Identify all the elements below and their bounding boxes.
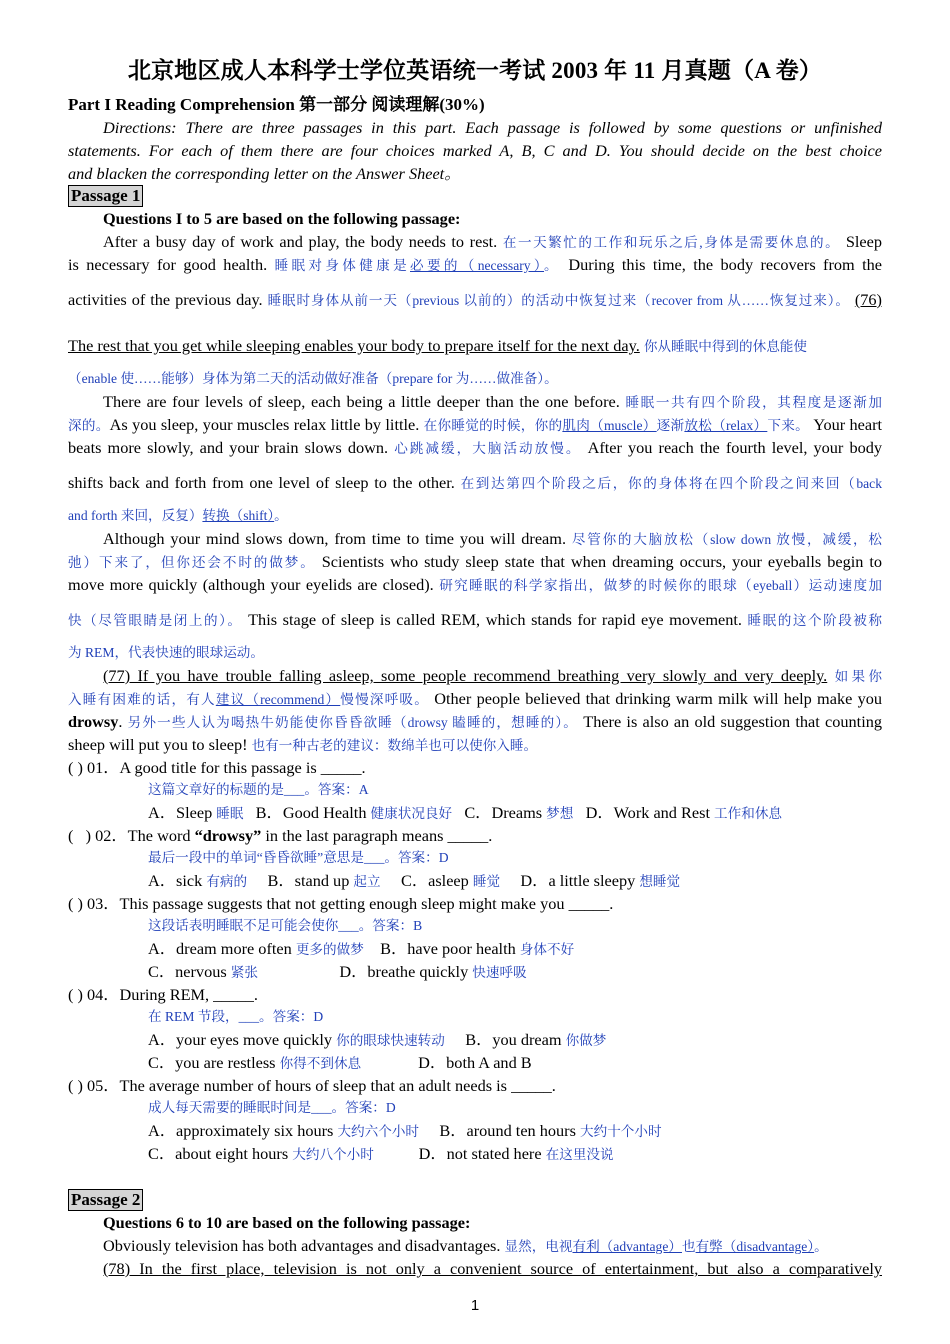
en-text: is necessary for good health.: [68, 255, 268, 274]
cn-translation: 大约十个小时: [580, 1124, 662, 1139]
option-c[interactable]: C．you are restless: [148, 1053, 280, 1072]
cn-translation: 你得不到休息: [279, 1056, 362, 1071]
passage-2-label: Passage 2: [68, 1189, 143, 1211]
cn-translation: 身体不好: [519, 942, 575, 957]
directions-line-1: Directions: There are three passages in this part. Each passage is followed by some questions or unfinished: [103, 118, 882, 137]
en-text: Although your mind slows down, from time to time you will dream.: [103, 529, 567, 548]
question-05-stem: ( ) 05．The average number of hours of sleep that an adult needs is _____.: [68, 1076, 556, 1095]
p2-line-5: [68, 505, 882, 526]
question-02-options: [68, 871, 882, 892]
cn-underlined: 必要的（necessary）: [410, 258, 545, 273]
cn-underlined: 肌肉（muscle）: [562, 418, 657, 433]
cn-translation: 更多的做梦: [295, 942, 364, 957]
cn-translation: 尽管你的大脑放松（slow down 放慢，减缓，松: [571, 532, 883, 547]
option-d[interactable]: D．a little sleepy: [500, 871, 640, 890]
en-text: There is also an old suggestion that counting: [583, 712, 882, 731]
cn-translation: 另外一些人认为喝热牛奶能使你昏昏欲睡（drowsy 瞌睡的，想睡的）。: [127, 715, 579, 730]
option-c[interactable]: C．asleep: [380, 871, 473, 890]
passage-1-label: Passage 1: [68, 185, 143, 207]
cn-translation: 也: [681, 1239, 696, 1254]
cn-underlined: 有弊（disadvantage）: [695, 1239, 815, 1254]
translation-sentence-77: (77) If you have trouble falling asleep, some people recommend breathing very slowly and very deeply.: [103, 666, 828, 685]
p2-line-4: [68, 473, 882, 494]
p4-line-1: [68, 666, 882, 687]
cn-translation: 有病的: [206, 874, 248, 889]
en-text: Your heart: [813, 415, 883, 434]
question-number-76: (76): [854, 290, 882, 309]
page-number: 1: [470, 1297, 480, 1314]
option-b[interactable]: B．you dream: [444, 1030, 566, 1049]
en-text: beats more slowly, and your brain slows down.: [68, 438, 389, 457]
p4-line-3: [68, 712, 882, 733]
option-c[interactable]: C．nervous: [148, 962, 231, 981]
question-03-options-row-1: [68, 939, 882, 960]
cn-translation: 在一天繁忙的工作和玩乐之后,身体是需要休息的。: [502, 235, 841, 250]
en-bold-word: drowsy: [68, 712, 119, 731]
cn-translation: 。: [814, 1239, 828, 1254]
cn-translation: 逐渐: [656, 418, 685, 433]
question-04-cn: 在 REM 节段，___。答案：D: [148, 1009, 324, 1024]
cn-translation: 你从睡眠中得到的休息能使: [643, 339, 807, 354]
question-05-options-row-1: [68, 1121, 882, 1142]
question-04-options-row-2: [68, 1053, 882, 1074]
p1-line-4: [68, 336, 882, 357]
translation-sentence-78: (78) In the first place, television is not only a convenient source of entertainment, but also a comparatively: [103, 1259, 882, 1278]
cn-translation: 睡眠对身体健康是: [274, 258, 411, 273]
passage-1-intro: Questions I to 5 are based on the following passage:: [103, 209, 461, 228]
option-a[interactable]: A．dream more often: [148, 939, 296, 958]
cn-translation: 在这里没说: [545, 1147, 614, 1162]
passage-2-label-row: [68, 1189, 882, 1211]
en-text: Sleep: [845, 232, 882, 251]
cn-translation: 睡眠一共有四个阶段，其程度是逐渐加: [625, 395, 883, 410]
p3-line-3: [68, 575, 882, 596]
en-text: During this time, the body recovers from the: [568, 255, 882, 274]
question-05-options-row-2: [68, 1144, 882, 1165]
cn-translation: 紧张: [230, 965, 258, 980]
translation-sentence-76: The rest that you get while sleeping enables your body to prepare itself for the next day.: [68, 336, 640, 355]
p1-line-1: [68, 232, 882, 253]
cn-underlined: 放松（relax）: [684, 418, 768, 433]
en-text: After you reach the fourth level, your body: [587, 438, 883, 457]
option-b[interactable]: B．around ten hours: [419, 1121, 581, 1140]
cn-translation: 如果你: [834, 669, 882, 684]
en-text: activities of the previous day.: [68, 290, 263, 309]
cn-translation: 深的。: [68, 418, 110, 433]
en-text: move more quickly (although your eyelids are closed).: [68, 575, 434, 594]
p4-line-2: [68, 689, 882, 710]
cn-translation: 工作和休息: [714, 806, 783, 821]
option-b[interactable]: B．Good Health: [243, 803, 371, 822]
cn-underlined: 转换（shift）: [202, 508, 275, 523]
option-d[interactable]: D．both A and B: [361, 1053, 532, 1072]
cn-translation: 下来。: [767, 418, 809, 433]
question-03-stem: ( ) 03．This passage suggests that not getting enough sleep might make you _____.: [68, 894, 614, 913]
en-text: There are four levels of sleep, each being a little deeper than the one before.: [103, 392, 620, 411]
cn-translation: 弛）下来了，但你还会不时的做梦。: [68, 555, 316, 570]
en-text: Obviously television has both advantages and disadvantages.: [103, 1236, 501, 1255]
question-01-cn: 这篇文章好的标题的是___。答案：A: [148, 782, 369, 797]
cn-translation: 睡觉: [472, 874, 501, 889]
passage-2-intro: Questions 6 to 10 are based on the following passage:: [103, 1213, 471, 1232]
question-01-options: [68, 803, 882, 824]
en-text: This stage of sleep is called REM, which stands for rapid eye movement.: [248, 610, 742, 629]
cn-translation: 快（尽管眼睛是闭上的）。: [68, 613, 243, 628]
p3-line-4: [68, 610, 882, 631]
cn-translation: 梦想: [546, 806, 574, 821]
cn-underlined: 有利（advantage）: [572, 1239, 682, 1254]
en-text: in the last paragraph means _____.: [261, 826, 493, 845]
p1-line-3: [68, 290, 882, 311]
cn-translation: 研究睡眠的科学家指出，做梦的时候你的眼球（eyeball）运动速度加: [439, 578, 882, 593]
p3-line-5: [68, 642, 882, 663]
option-d[interactable]: D．not stated here: [373, 1144, 546, 1163]
cn-translation: 起立: [353, 874, 381, 889]
cn-translation: 睡眠时身体从前一天（previous 以前的）的活动中恢复过来（recover from 从……恢复过来）。: [267, 293, 850, 308]
cn-translation: 睡眠的这个阶段被称: [747, 613, 883, 628]
option-c[interactable]: C．about eight hours: [148, 1144, 293, 1163]
cn-translation: 。: [544, 258, 561, 273]
p2-line-1: [68, 392, 882, 413]
cn-translation: 为 REM，代表快速的眼球运动。: [68, 645, 264, 660]
cn-translation: 大约八个小时: [292, 1147, 374, 1162]
question-03-options-row-2: [68, 962, 882, 983]
page-title: 北京地区成人本科学士学位英语统一考试 2003 年 11 月真题（A 卷）: [127, 58, 823, 83]
part-heading: Part I Reading Comprehension 第一部分 阅读理解(30%): [68, 95, 485, 114]
en-text: shifts back and forth from one level of sleep to the other.: [68, 473, 455, 492]
p1-line-2: [68, 255, 882, 276]
option-b[interactable]: B．have poor health: [363, 939, 520, 958]
p1-line-5: [68, 368, 882, 389]
cn-translation: 。: [274, 508, 288, 523]
p2-line-2: [68, 415, 882, 436]
option-c[interactable]: C．Dreams: [452, 803, 547, 822]
option-d[interactable]: D．Work and Rest: [573, 803, 715, 822]
cn-translation: 在你睡觉的时候，你的: [423, 418, 563, 433]
question-02-cn: 最后一段中的单词“昏昏欲睡”意思是___。答案：D: [148, 850, 449, 865]
cn-translation: and forth 来回，反复）: [68, 508, 203, 523]
cn-translation: 睡眠: [216, 806, 244, 821]
p3-line-2: [68, 552, 882, 573]
en-bold-word: “drowsy”: [194, 826, 262, 845]
cn-translation: 你的眼球快速转动: [336, 1033, 445, 1048]
cn-underlined: 建议（recommend）: [215, 692, 341, 707]
directions-line-2: statements. For each of them there are four choices marked A, B, C and D. You should decide on the best choice: [68, 141, 882, 160]
cn-translation: 健康状况良好: [370, 806, 453, 821]
en-text: ( ) 02．The word: [68, 826, 195, 845]
question-05-cn: 成人每天需要的睡眠时间是___。答案：D: [148, 1100, 396, 1115]
option-d[interactable]: D．breathe quickly: [257, 962, 473, 981]
cn-translation: 想睡觉: [639, 874, 681, 889]
cn-translation: （enable 使……能够）身体为第二天的活动做好准备（prepare for 为……做准备）。: [68, 371, 558, 386]
en-text: Other people believed that drinking warm milk will help make you: [434, 689, 882, 708]
en-text: After a busy day of work and play, the body needs to rest.: [103, 232, 498, 251]
cn-translation: 在到达第四个阶段之后，你的身体将在四个阶段之间来回（back: [460, 476, 882, 491]
option-a[interactable]: A．approximately six hours: [148, 1121, 338, 1140]
p4-line-4: [68, 735, 882, 756]
cn-translation: 慢慢深呼吸。: [340, 692, 429, 707]
cn-translation: 入睡有困难的话，有人: [68, 692, 216, 707]
question-03-cn: 这段话表明睡眠不足可能会使你___。答案：B: [148, 918, 423, 933]
cn-translation: 心跳减缓，大脑活动放慢。: [394, 441, 582, 456]
passage-1-label-row: [68, 185, 882, 207]
question-04-options-row-1: [68, 1030, 882, 1051]
en-text: Scientists who study sleep state that when dreaming occurs, your eyeballs begin to: [321, 552, 882, 571]
cn-translation: 显然，电视: [504, 1239, 573, 1254]
option-b[interactable]: B．stand up: [247, 871, 354, 890]
question-02-stem: [68, 826, 882, 846]
option-a[interactable]: A．sick: [148, 871, 207, 890]
question-01-stem: ( ) 01．A good title for this passage is _____.: [68, 758, 366, 777]
p3-line-1: [68, 529, 882, 550]
cn-translation: 大约六个小时: [337, 1124, 420, 1139]
en-text: .: [118, 712, 123, 731]
directions-line-3: and blacken the corresponding letter on the Answer Sheet。: [68, 164, 461, 183]
cn-translation: 快速呼吸: [472, 965, 527, 980]
cn-translation: 也有一种古老的建议：数绵羊也可以使你入睡。: [251, 738, 538, 753]
en-text: sheep will put you to sleep!: [68, 735, 248, 754]
p2-1-line-1: [68, 1236, 882, 1257]
option-a[interactable]: A．Sleep: [148, 803, 217, 822]
p2-1-line-2: [68, 1259, 882, 1279]
cn-translation: 你做梦: [565, 1033, 607, 1048]
question-04-stem: ( ) 04．During REM, _____.: [68, 985, 258, 1004]
p2-line-3: [68, 438, 882, 459]
option-a[interactable]: A．your eyes move quickly: [148, 1030, 337, 1049]
en-text: As you sleep, your muscles relax little by little.: [109, 415, 420, 434]
